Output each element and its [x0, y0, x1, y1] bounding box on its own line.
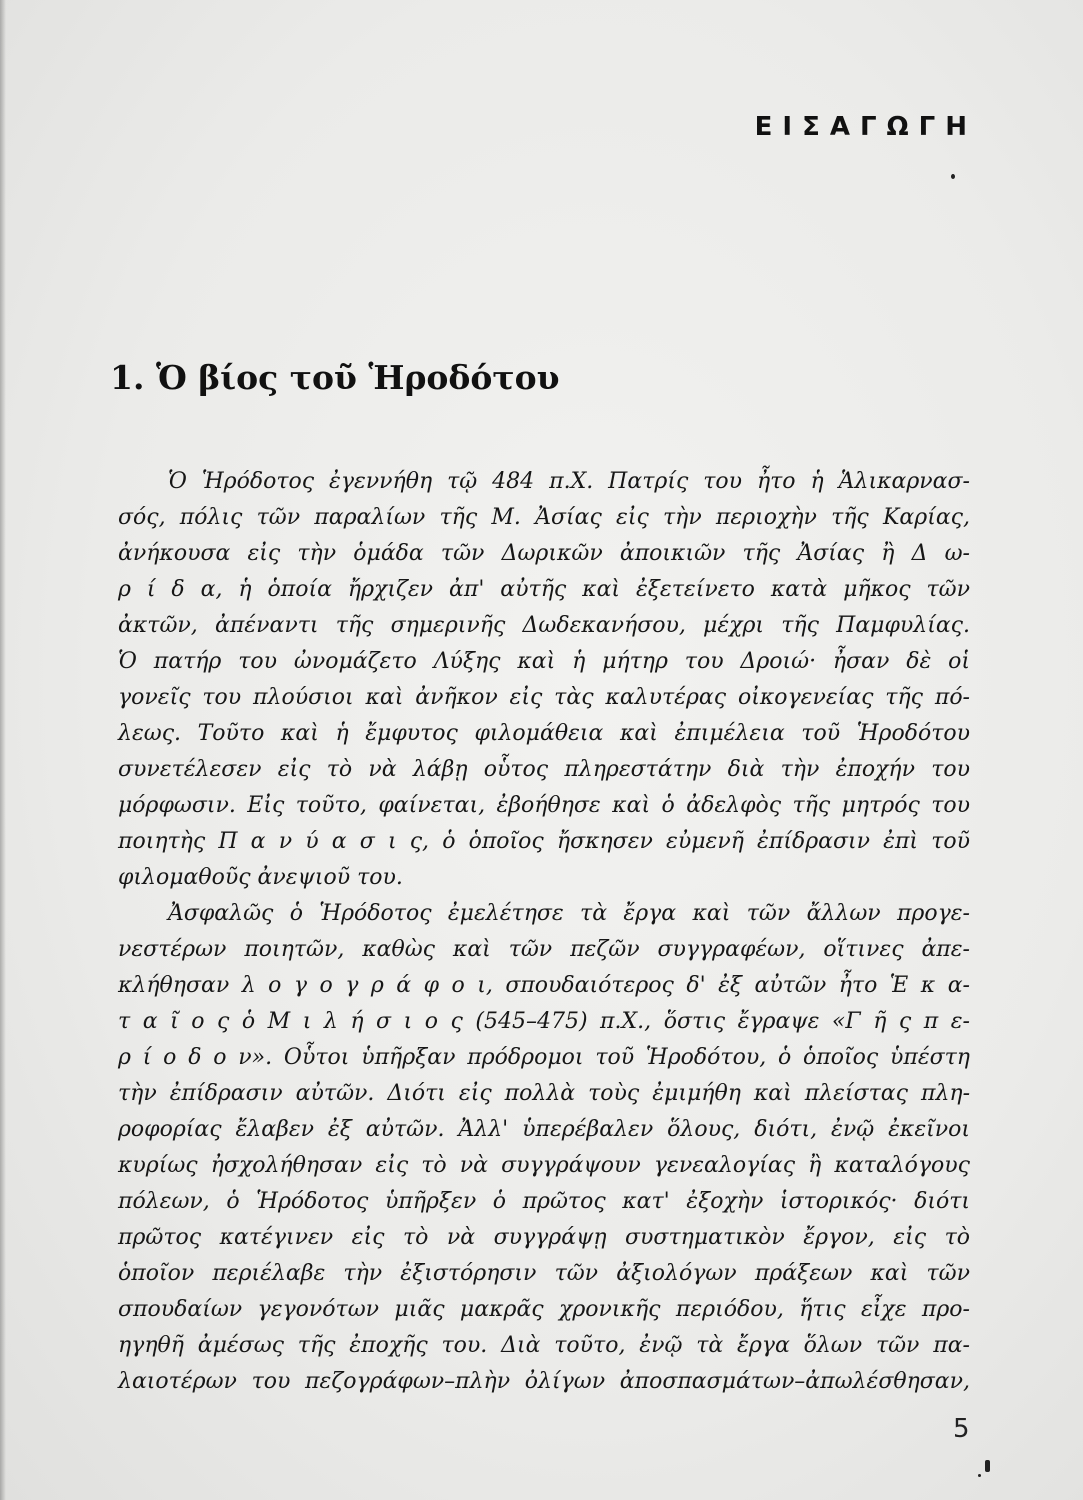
text-line: σπουδαίων γεγονότων μιᾶς μακρᾶς χρονικῆς περιόδου, ἥτις εἶχε προ- [118, 1297, 970, 1322]
text-line: ροφορίας ἔλαβεν ἐξ αὐτῶν. Ἀλλ' ὑπερέβαλεν ὅλους, διότι, ἐνῷ ἐκεῖνοι [118, 1117, 970, 1142]
text-line: πρῶτος κατέγινεν εἰς τὸ νὰ συγγράψῃ συστηματικὸν ἔργον, εἰς τὸ [118, 1225, 970, 1250]
text-line: ηγηθῆ ἀμέσως τῆς ἐποχῆς του. Διὰ τοῦτο, ἐνῷ τὰ ἔργα ὅλων τῶν πα- [118, 1333, 970, 1358]
text-line: ἀνήκουσα εἰς τὴν ὁμάδα τῶν Δωρικῶν ἀποικιῶν τῆς Ἀσίας ἢ Δ ω- [118, 541, 970, 566]
page-edge-shadow [0, 0, 6, 1500]
scan-speck [985, 1460, 990, 1472]
text-line: κυρίως ἠσχολήθησαν εἰς τὸ νὰ συγγράψουν γενεαλογίας ἢ καταλόγους [118, 1153, 970, 1178]
scan-speck [951, 174, 955, 179]
text-line: λεως. Τοῦτο καὶ ἡ ἔμφυτος φιλομάθεια καὶ ἐπιμέλεια τοῦ Ἡροδότου [118, 721, 970, 746]
text-line: μόρφωσιν. Εἰς τοῦτο, φαίνεται, ἐβοήθησε καὶ ὁ ἀδελφὸς τῆς μητρός του [118, 793, 970, 818]
page-number: 5 [953, 1414, 970, 1444]
text-line: συνετέλεσεν εἰς τὸ νὰ λάβῃ οὗτος πληρεστάτην διὰ τὴν ἐποχήν του [118, 757, 970, 782]
text-line: Ὁ Ἡρόδοτος ἐγεννήθη τῷ 484 π.Χ. Πατρίς του ἦτο ἡ Ἁλικαρνασ- [168, 469, 970, 494]
text-line: ὁποῖον περιέλαβε τὴν ἐξιστόρησιν τῶν ἀξιολόγων πράξεων καὶ τῶν [118, 1261, 970, 1286]
text-line: ρ ί ο δ ο ν». Οὗτοι ὑπῆρξαν πρόδρομοι τοῦ Ἡροδότου, ὁ ὁποῖος ὑπέστη [118, 1045, 970, 1070]
text-line: πόλεων, ὁ Ἡρόδοτος ὑπῆρξεν ὁ πρῶτος κατ' ἐξοχὴν ἱστορικός· διότι [118, 1189, 970, 1214]
text-line: τ α ῖ ο ς ὁ Μ ι λ ή σ ι ο ς (545–475) π.Χ., ὅστις ἔγραψε «Γ ῆ ς π ε- [118, 1009, 970, 1034]
text-line: κλήθησαν λ ο γ ο γ ρ ά φ ο ι, σπουδαιότερος δ' ἐξ αὐτῶν ἦτο Ἑ κ α- [118, 973, 970, 998]
section-header: ΕΙΣΑΓΩΓΗ [754, 112, 977, 142]
text-line: σός, πόλις τῶν παραλίων τῆς Μ. Ἀσίας εἰς τὴν περιοχὴν τῆς Καρίας, [118, 505, 970, 530]
text-line: Ὁ πατήρ του ὠνομάζετο Λύξης καὶ ἡ μήτηρ του Δροιώ· ἦσαν δὲ οἱ [118, 649, 970, 674]
text-line: λαιοτέρων του πεζογράφων–πλὴν ὀλίγων ἀποσπασμάτων–ἀπωλέσθησαν, [118, 1369, 970, 1394]
text-line: τὴν ἐπίδρασιν αὐτῶν. Διότι εἰς πολλὰ τοὺς ἐμιμήθη καὶ πλείστας πλη- [118, 1081, 970, 1106]
text-line: ἀκτῶν, ἀπέναντι τῆς σημερινῆς Δωδεκανήσου, μέχρι τῆς Παμφυλίας. [118, 613, 970, 638]
scan-speck [978, 1474, 981, 1477]
text-line: φιλομαθοῦς ἀνεψιοῦ του. [118, 865, 403, 890]
text-line: Ἀσφαλῶς ὁ Ἡρόδοτος ἐμελέτησε τὰ ἔργα καὶ τῶν ἄλλων προγε- [168, 901, 970, 926]
text-line: ποιητὴς Π α ν ύ α σ ι ς, ὁ ὁποῖος ἤσκησεν εὐμενῆ ἐπίδρασιν ἐπὶ τοῦ [118, 829, 970, 854]
chapter-title: 1. Ὁ βίος τοῦ Ἡροδότου [110, 358, 560, 397]
text-line: ρ ί δ α, ἡ ὁποία ἤρχιζεν ἀπ' αὐτῆς καὶ ἐξετείνετο κατὰ μῆκος τῶν [118, 577, 970, 602]
text-line: νεστέρων ποιητῶν, καθὼς καὶ τῶν πεζῶν συγγραφέων, οἵτινες ἀπε- [118, 937, 970, 962]
text-line: γονεῖς του πλούσιοι καὶ ἀνῆκον εἰς τὰς καλυτέρας οἰκογενείας τῆς πό- [118, 685, 970, 710]
